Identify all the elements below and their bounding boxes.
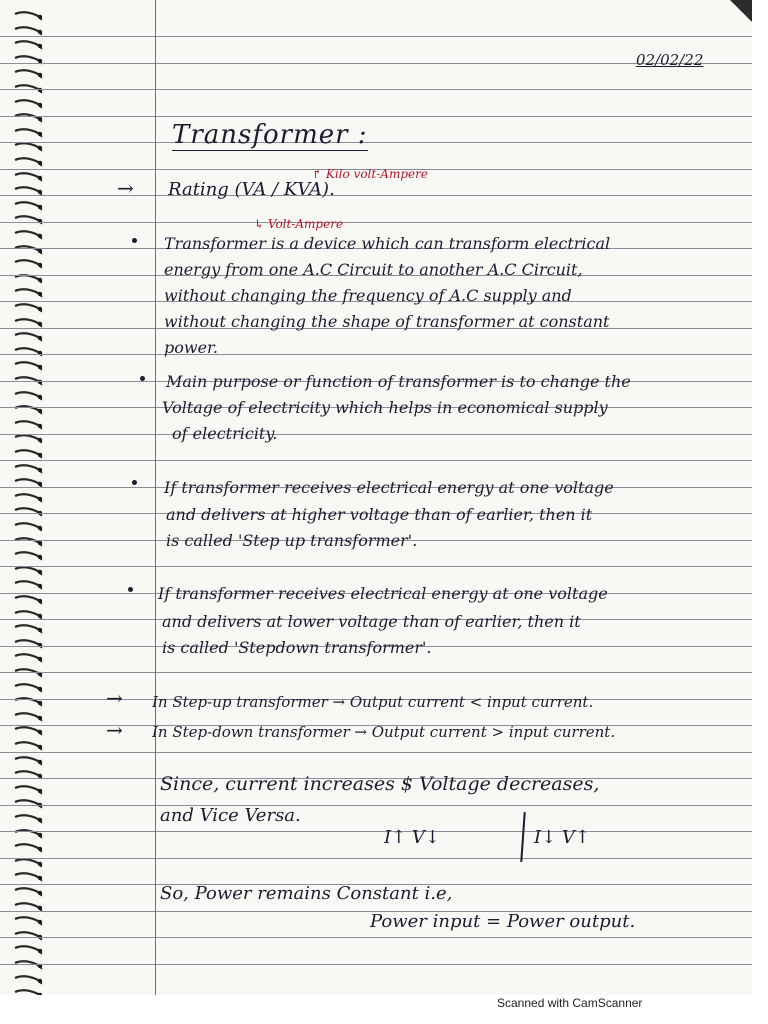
ruled-line (0, 89, 752, 90)
spiral-coil (14, 984, 44, 994)
ruled-line (0, 36, 752, 37)
spiral-coil (14, 867, 44, 877)
spiral-coil (14, 678, 44, 688)
spiral-coil (14, 809, 44, 819)
right-arrow-icon: → (106, 686, 123, 710)
spiral-coil (14, 371, 44, 381)
margin-line (155, 0, 156, 995)
spiral-coil (14, 269, 44, 279)
spiral-coil (14, 926, 44, 936)
spiral-coil (14, 546, 44, 556)
spiral-coil (14, 342, 44, 352)
spiral-binding (0, 0, 48, 995)
spiral-coil (14, 298, 44, 308)
spiral-coil (14, 517, 44, 527)
spiral-coil (14, 575, 44, 585)
spiral-coil (14, 634, 44, 644)
spiral-coil (14, 590, 44, 600)
spiral-coil (14, 64, 44, 74)
spiral-coil (14, 780, 44, 790)
spiral-coil (14, 50, 44, 60)
page-title: Transformer : (172, 120, 368, 150)
spiral-coil (14, 911, 44, 921)
ruled-line (0, 805, 752, 806)
ruled-line (0, 460, 752, 461)
para1-line5: power. (164, 338, 219, 357)
spiral-coil (14, 707, 44, 717)
ruled-line (0, 566, 752, 567)
conclusion-line1: So, Power remains Constant i.e, (160, 883, 453, 904)
para1-line4: without changing the shape of transformer at constant (164, 312, 610, 331)
ruled-line (0, 752, 752, 753)
va-note: ↳ Volt-Ampere (254, 217, 344, 231)
bullet-dot (132, 238, 137, 243)
spiral-coil (14, 225, 44, 235)
spiral-coil (14, 765, 44, 775)
para4-line3: is called 'Stepdown transformer'. (162, 638, 432, 657)
bullet-dot (140, 376, 145, 381)
ruled-line (0, 858, 752, 859)
spiral-coil (14, 356, 44, 366)
spiral-coil (14, 386, 44, 396)
spiral-coil (14, 488, 44, 498)
spiral-coil (14, 692, 44, 702)
spiral-coil (14, 6, 44, 16)
para3-line1: If transformer receives electrical energy at one voltage (164, 478, 614, 497)
spiral-coil (14, 152, 44, 162)
spiral-coil (14, 502, 44, 512)
spiral-coil (14, 619, 44, 629)
spiral-coil (14, 79, 44, 89)
spiral-coil (14, 254, 44, 264)
ruled-line (0, 672, 752, 673)
para1-line3: without changing the frequency of A.C supply and (164, 286, 572, 305)
since-line2: and Vice Versa. (160, 805, 301, 826)
stepup-comparison: In Step-up transformer → Output current < input current. (152, 693, 594, 711)
spiral-coil (14, 21, 44, 31)
para2-line2: Voltage of electricity which helps in economical supply (162, 398, 608, 417)
relation-divider (520, 812, 525, 862)
ruled-line (0, 964, 752, 965)
spiral-coil (14, 970, 44, 980)
relation-left: I↑ V↓ (384, 827, 440, 848)
para1-line2: energy from one A.C Circuit to another A.C Circuit, (164, 260, 583, 279)
relation-right: I↓ V↑ (534, 827, 590, 848)
ruled-line (0, 142, 752, 143)
spiral-coil (14, 824, 44, 834)
ruled-line (0, 354, 752, 355)
spiral-coil (14, 838, 44, 848)
right-arrow-icon: → (106, 718, 123, 742)
spiral-coil (14, 473, 44, 483)
spiral-coil (14, 648, 44, 658)
ruled-line (0, 434, 752, 435)
para2-line3: of electricity. (172, 424, 278, 443)
ruled-line (0, 937, 752, 938)
spiral-coil (14, 123, 44, 133)
ruled-line (0, 195, 752, 196)
para1-line1: Transformer is a device which can transform electrical (164, 234, 611, 253)
spiral-coil (14, 400, 44, 410)
bullet-dot (132, 480, 137, 485)
right-arrow-icon: → (117, 176, 134, 200)
ruled-line (0, 116, 752, 117)
rating-label: Rating (VA / KVA). (168, 179, 335, 200)
spiral-coil (14, 313, 44, 323)
conclusion-line2: Power input = Power output. (370, 911, 636, 932)
stepdown-comparison: In Step-down transformer → Output current > input current. (152, 723, 616, 741)
scanner-watermark: Scanned with CamScanner (497, 996, 643, 1010)
para4-line1: If transformer receives electrical energy at one voltage (158, 584, 608, 603)
para2-line1: Main purpose or function of transformer is to change the (166, 372, 631, 391)
bullet-dot (128, 587, 133, 592)
date: 02/02/22 (636, 51, 704, 69)
spiral-coil (14, 415, 44, 425)
spiral-coil (14, 721, 44, 731)
spiral-coil (14, 794, 44, 804)
para3-line2: and delivers at higher voltage than of earlier, then it (166, 505, 593, 524)
spiral-coil (14, 94, 44, 104)
spiral-coil (14, 897, 44, 907)
ruled-line (0, 831, 752, 832)
spiral-coil (14, 940, 44, 950)
para4-line2: and delivers at lower voltage than of earlier, then it (162, 612, 581, 631)
para3-line3: is called 'Step up transformer'. (166, 531, 418, 550)
spiral-coil (14, 283, 44, 293)
since-line1: Since, current increases $ Voltage decreases, (160, 773, 600, 795)
spiral-coil (14, 210, 44, 220)
spiral-coil (14, 605, 44, 615)
ruled-line (0, 222, 752, 223)
spiral-coil (14, 736, 44, 746)
page-corner (730, 0, 752, 22)
kva-note: ↱ Kilo volt-Ampere (312, 167, 428, 181)
spiral-coil (14, 181, 44, 191)
spiral-coil (14, 196, 44, 206)
spiral-coil (14, 444, 44, 454)
